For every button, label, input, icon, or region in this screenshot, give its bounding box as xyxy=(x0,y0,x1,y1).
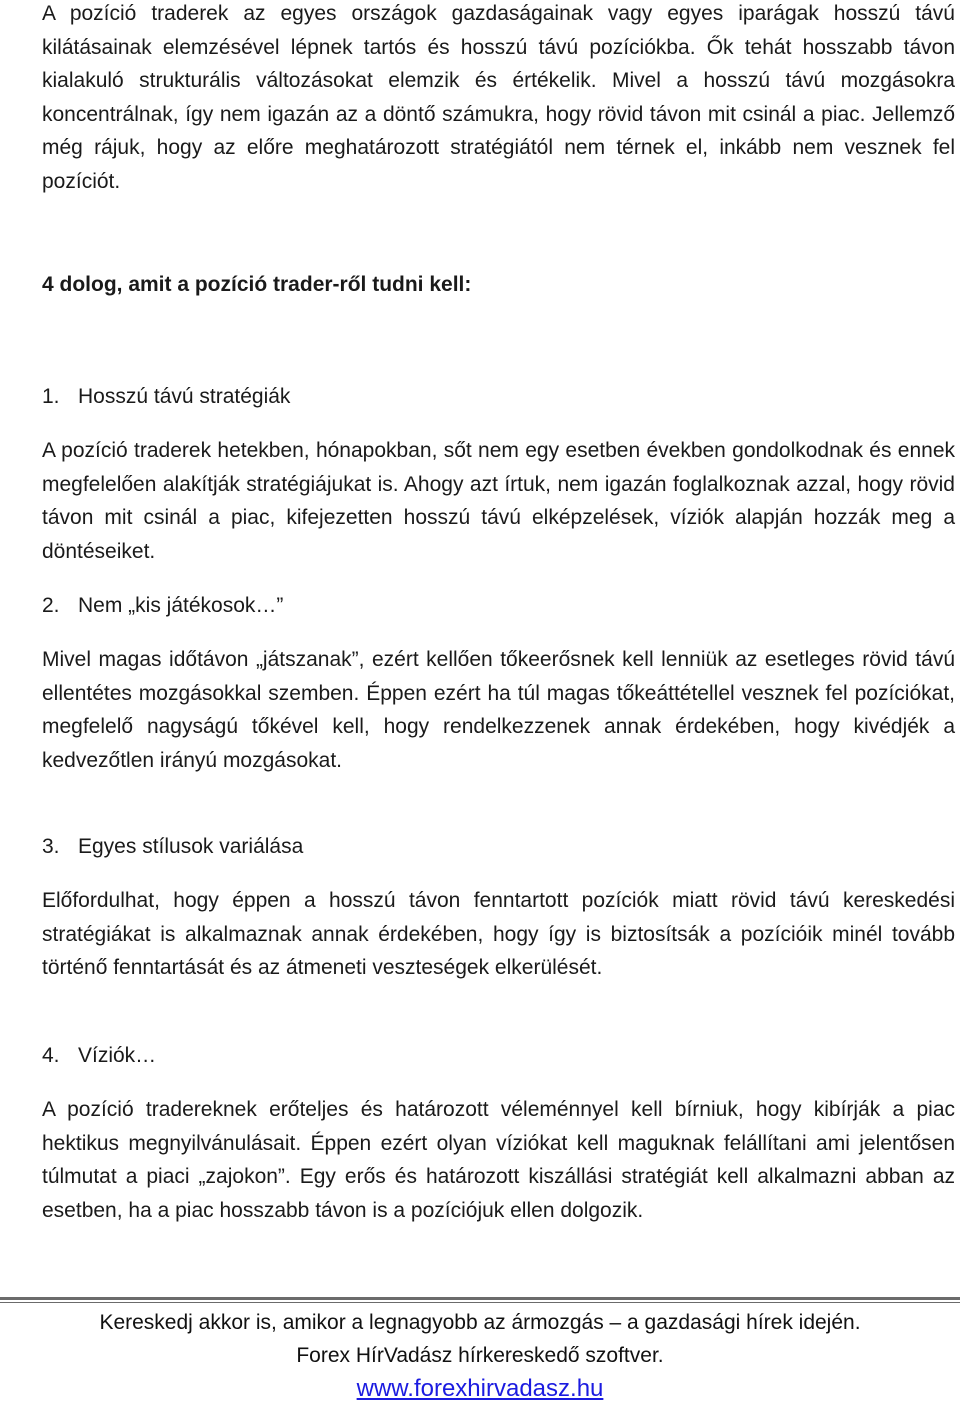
item-number-2: 2. xyxy=(42,594,60,617)
section-heading: 4 dolog, amit a pozíció trader-ről tudni kell: xyxy=(42,273,472,296)
footer-link-row xyxy=(0,1373,960,1406)
footer-product: Forex HírVadász hírkereskedő szoftver. xyxy=(296,1344,664,1367)
footer-divider xyxy=(0,1297,960,1303)
item-body-3: Előfordulhat, hogy éppen a hosszú távon fenntartott pozíciók miatt rövid távú kereskedési stratégiákat is alkalmaznak annak érdekében, hogy így is biztosítsák a pozícióik minél tovább történő fenntartását és az átmeneti veszteségek elkerülését. xyxy=(42,889,955,979)
footer-tagline: Kereskedj akkor is, amikor a legnagyobb az ármozgás – a gazdasági hírek idején. xyxy=(99,1311,861,1334)
item-number-1: 1. xyxy=(42,385,60,408)
item-number-4: 4. xyxy=(42,1044,60,1067)
item-title-text-3: Egyes stílusok variálása xyxy=(78,835,304,858)
item-title-4 xyxy=(42,1039,156,1072)
item-body-2: Mivel magas időtávon „játszanak”, ezért kellően tőkeerősnek kell lenniük az esetleges rövid távú ellentétes mozgásokkal szemben. Éppen ezért ha túl magas tőkeáttétellel vesznek fel pozíciókat, megfelelő nagyságú tőkével kell, hogy rendelkezzenek annak érdekében, hogy kivédjék a kedvezőtlen irányú mozgásokat. xyxy=(42,648,955,772)
item-title-2 xyxy=(42,589,283,622)
item-number-3: 3. xyxy=(42,835,60,858)
footer-website-link[interactable]: www.forexhirvadasz.hu xyxy=(356,1375,604,1402)
item-title-text-4: Víziók… xyxy=(78,1044,157,1067)
item-body-1: A pozíció traderek hetekben, hónapokban, sőt nem egy esetben években gondolkodnak és ennek megfelelően alakítják stratégiájukat is. Ahogy azt írtuk, nem igazán foglalkoznak azzal, hogy rövid távon mit csinál a piac, kifejezetten hosszú távú elképzelések, víziók alapján hozzák meg a döntéseiket. xyxy=(42,439,955,563)
item-title-1 xyxy=(42,380,290,413)
item-title-text-2: Nem „kis játékosok…” xyxy=(78,594,284,617)
intro-paragraph: A pozíció traderek az egyes országok gazdaságainak vagy egyes iparágak hosszú távú kilátásainak elemzésével lépnek tartós és hosszú távú pozíciókba. Ők tehát hosszabb távon kialakuló strukturális változásokat elemzik és értékelik. Mivel a hosszú távú mozgásokra koncentrálnak, így nem igazán az a döntő számukra, hogy rövid távon mit csinál a piac. Jellemző még rájuk, hogy az előre meghatározott stratégiától nem térnek el, inkább nem vesznek fel pozíciót. xyxy=(42,2,955,193)
item-body-4: A pozíció tradereknek erőteljes és határozott véleménnyel kell bírniuk, hogy kibírják a piac hektikus megnyilvánulásait. Éppen ezért olyan víziókat kell maguknak felállítani ami jelentősen túlmutat a piaci „zajokon”. Egy erős és határozott kiszállási stratégiát kell alkalmazni abban az esetben, ha a piac hosszabb távon is a pozíciójuk ellen dolgozik. xyxy=(42,1098,955,1222)
item-title-text-1: Hosszú távú stratégiák xyxy=(78,385,291,408)
item-title-3 xyxy=(42,830,303,863)
